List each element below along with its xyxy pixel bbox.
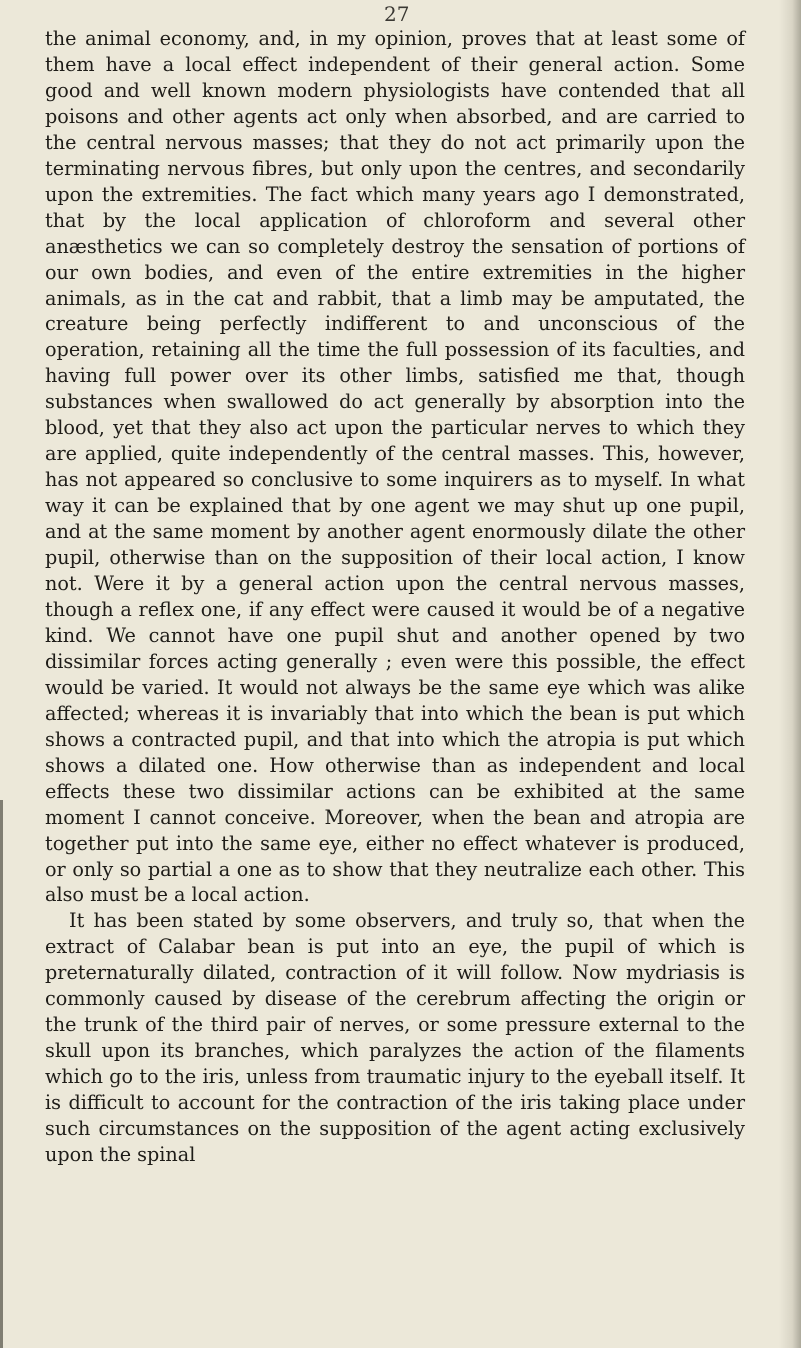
paragraph: It has been stated by some observers, and truly so, that when the extract of Calabar bean is put into an eye, the pupil of which is preternaturally dilated, contraction of it will follow. Now mydriasis is commonly caused by disease of the cerebrum affecting the origin or the trunk of the third pair of nerves, or some pressure external to the skull upon its branches, which paralyzes the action of the filaments which go to the iris, unless from traumatic injury to the eyeball itself. It is difficult to account for the contraction of the iris taking place under such circumstances on the supposition of the agent acting exclusively upon the spinal bbox=[45, 909, 745, 1166]
page-body bbox=[45, 26, 745, 1168]
page-number: 27 bbox=[384, 2, 410, 26]
paragraph: the animal economy, and, in my opinion, proves that at least some of them have a local effect independent of their general action. Some good and well known modern physiologists have contended that all poisons and other agents act only when absorbed, and are carried to the central nervous masses; that they do not act primarily upon the terminating nervous fibres, but only upon the centres, and secondarily upon the extremities. The fact which many years ago I demonstrated, that by the local application of chloroform and several other anæsthetics we can so completely destroy the sensation of portions of our own bodies, and even of the entire extremities in the higher animals, as in the cat and rabbit, that a limb may be amputated, the creature being perfectly indifferent to and unconscious of the operation, retaining all the time the full possession of its faculties, and having full power over its other limbs, satisfied me that, though substances when swallowed do act generally by absorption into the blood, yet that they also act upon the particular nerves to which they are applied, quite independently of the central masses. This, however, has not appeared so conclusive to some inquirers as to myself. In what way it can be explained that by one agent we may shut up one pupil, and at the same moment by another agent enormously dilate the other pupil, otherwise than on the supposition of their local action, I know not. Were it by a general action upon the central nervous masses, though a reflex one, if any effect were caused it would be of a negative kind. We cannot have one pupil shut and another opened by two dissimilar forces acting generally ; even were this possible, the effect would be varied. It would not always be the same eye which was alike affected; whereas it is invariably that into which the bean is put which shows a contracted pupil, and that into which the atropia is put which shows a dilated one. How otherwise than as independent and local effects these two dissimilar actions can be exhibited at the same moment I cannot conceive. Moreover, when the bean and atropia are together put into the same eye, either no effect whatever is produced, or only so partial a one as to show that they neutralize each other. This also must be a local action. bbox=[45, 27, 745, 907]
scan-left-margin-line bbox=[0, 800, 3, 1348]
scan-shadow-edge bbox=[779, 0, 801, 1348]
